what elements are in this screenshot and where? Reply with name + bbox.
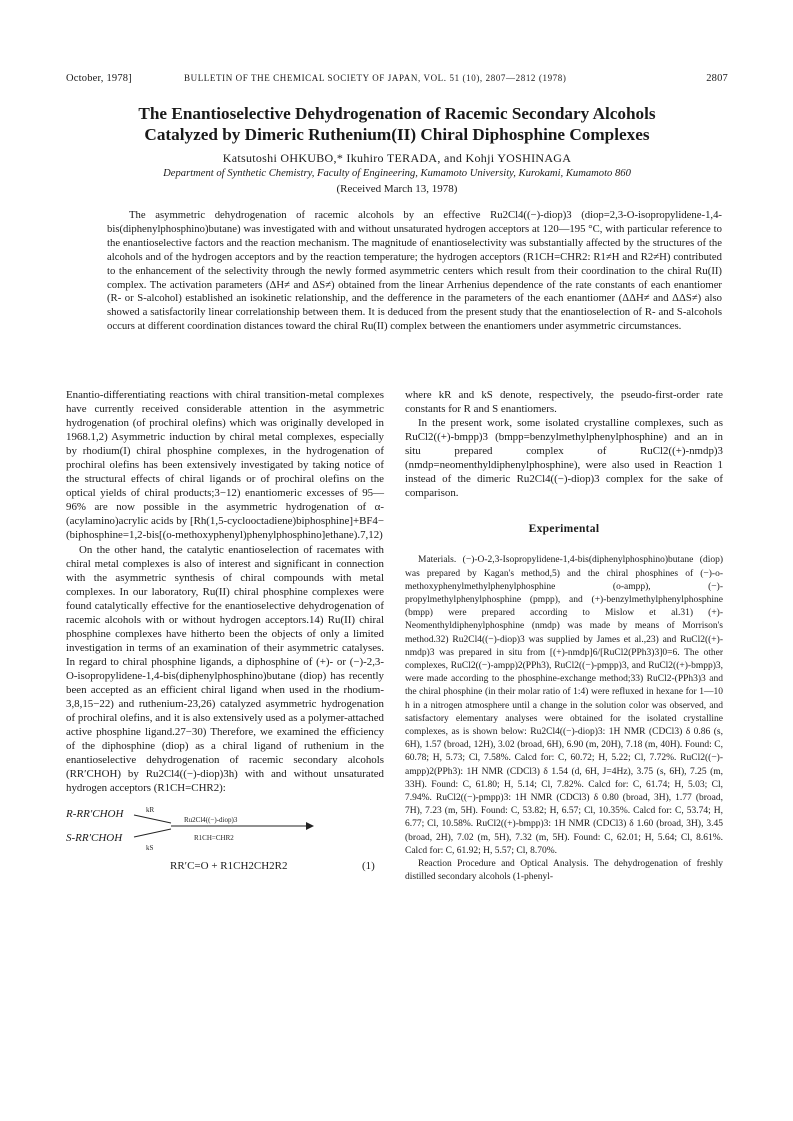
title-line-2: Catalyzed by Dimeric Ruthenium(II) Chiral Diphosphine Complexes xyxy=(144,125,650,144)
procedure-paragraph: Reaction Procedure and Optical Analysis. The dehydrogenation of freshly distilled secondary alcohols (1-phenyl- xyxy=(405,859,723,883)
catalyst-label: Ru2Cl4((−)-diop)3 xyxy=(184,816,238,825)
intro-paragraph-1: Enantio-differentiating reactions with chiral transition-metal complexes have currently received considerable attention in the asymmetric hydrogenation (of prochiral olefins) which was originally developed in 1968.1,2) Asymmetric induction by chiral metal complexes, especially by rhodium(I) chiral phosphine complexes, in the hydrogenation of prochiral olefins has been extensively investigated by taking notice of the structural effects of chiral ligands or of prochiral olefins on the optical yields of chiral products;3−12) enantiomeric excesses of 95—96% are now possible in the asymmetric hydrogenation of α-(acylamino)acrylic acids by [Rh(1,5-cyclooctadiene)biphosphine]+BF4− (biphosphine=1,2-bis[(o-methoxyphenyl)phenylphosphino]ethane).7,12) xyxy=(66,389,384,542)
authors: Katsutoshi OHKUBO,* Ikuhiro TERADA, and Kohji YOSHINAGA xyxy=(222,151,572,165)
s-alcohol: S-RR′CHOH xyxy=(66,832,123,845)
section-heading-experimental: Experimental xyxy=(528,523,600,536)
reaction-scheme xyxy=(66,801,384,883)
affiliation: Department of Synthetic Chemistry, Faculty of Engineering, Kumamoto University, Kurokami, Kumamoto 860 xyxy=(163,168,631,179)
equation-number: (1) xyxy=(362,860,375,873)
article-title xyxy=(60,103,734,145)
received-date: (Received March 13, 1978) xyxy=(336,183,458,195)
abstract xyxy=(107,209,722,334)
issue-date: October, 1978] xyxy=(66,73,132,84)
abstract-text: The asymmetric dehydrogenation of racemic alcohols by an effective Ru2Cl4((−)-diop)3 (diop=2,3-O-isopropylidene-1,4-bis(diphenylphosphino)butane) was investigated with and without unsaturated hydrogen acceptors at 120—195 °C, with particular reference to the enantioselective factors and the reaction mechanism. The magnitude of enantioselectivity was substantially affected by the structures of the alcohols and of the hydrogen acceptors and by the reaction temperature; the hydrogen acceptors (R1CH=CHR2: R1≠H and R2≠H) contributed to the enhancement of the selectivity through the newly formed asymmetric centers which result from their coordination to the chiral Ru(II) complex. The activation parameters (ΔH≠ and ΔS≠) obtained from the linear Arrhenius dependence of the rate constants of each enantiomer (R- or S-alcohol) established an isokinetic relationship, and the defference in the parameters of the each enantiomer (ΔΔH≠ and ΔΔS≠) also showed a satisfactorily linear correlationship between them. It is deduced from the present study that the enantioselection of R- and S-alcohols occurs at different coordination distances toward the chiral Ru(II) complex between the enantiomers under asymmetric circumstances. xyxy=(107,209,722,333)
running-header xyxy=(66,73,728,89)
acceptor-label: R1CH=CHR2 xyxy=(194,834,234,843)
journal-citation: BULLETIN OF THE CHEMICAL SOCIETY OF JAPAN, VOL. 51 (10), 2807—2812 (1978) xyxy=(184,73,567,83)
r-alcohol: R-RR′CHOH xyxy=(66,808,124,821)
rate-constant-s: kS xyxy=(146,844,154,853)
rate-constant-r: kR xyxy=(146,806,155,815)
rate-definition: where kR and kS denote, respectively, the pseudo-first-order rate constants for R and S enantiomers. xyxy=(405,389,723,416)
intro-paragraph-2: On the other hand, the catalytic enantioselection of racemates with chiral metal complexes is also of interest and significant in connection with the asymmetric synthesis of chiral compounds with metal complexes. In our laboratory, Ru(II) chiral phosphine complexes were found catalytically effective for the enantioselective dehydrogenation of racemic alcohols with or without hydrogen acceptors.14) Ru(II) chiral phosphine complexes have hitherto been the objects of only a limited investigation in terms of an examination of their asymmetric catalyses. In regard to chiral phosphine ligands, a diphosphine of (+)- or (−)-2,3-O-isopropylidene-1,4-bis(diphenylphosphino)butane (diop) has recently been accepted as an efficient chiral ligand when used in the rhodium-3,8,15−22) and ruthenium-23,26) catalyzed asymmetric hydrogenation of prochiral olefins, and it is also extensively used as a polymer-attached active phosphine ligand.27−30) Therefore, we examined the efficiency of the diphosphine (diop) as a chiral ligand of ruthenium in the enantioselective dehydrogenation of racemic secondary alcohols (RR′CHOH) by Ru2Cl4((−)-diop)3h) with and without unsaturated hydrogen acceptors (R1CH=CHR2): xyxy=(66,543,384,795)
page-number: 2807 xyxy=(706,73,728,84)
reaction-product: RR′C=O + R1CH2CH2R2 xyxy=(170,860,288,873)
title-line-1: The Enantioselective Dehydrogenation of Racemic Secondary Alcohols xyxy=(138,104,656,123)
materials-paragraph: Materials. (−)-O-2,3-Isopropylidene-1,4-bis(diphenylphosphino)butane (diop) was prepared by Kagan's method,5) and the chiral phosphines of (−)-o-methoxyphenylmethylphenylphosphine (o-ampp), (−)-propylmethylphenylphosphine (pmpp), and (+)-benzylmethylphenylphosphine (bmpp) were prepared according to Mislow et al.31) (+)-Neomenthyldiphenylphosphine (nmdp) was made by means of Morrison's method.32) Ru2Cl4((−)-diop)3 was supplied by James et al.,23) and RuCl2((+)-nmdp)3 was prepared in situ from [(+)-nmdp]6/[RuCl2(PPh3)3]0=6. The other complexes, RuCl2((−)-ampp)2(PPh3), RuCl2((−)-pmpp)3, and RuCl2((+)-bmpp)3, were made according to the phosphine-exchange method;33) RuCl2-(PPh3)3 and the chiral phosphine (in their molar ratio of 1:4) were refluxed in hexane for 1—10 h in a nitrogen atmosphere until a change in the solution color was observed, and satisfactory elementary analyses were obtained for the isolated crystalline complexes, as is shown below: Ru2Cl4((−)-diop)3: 1H NMR (CDCl3) δ 0.86 (s, 6H), 1.57 (broad, 12H), 3.02 (broad, 6H), 6.90 (m, 20H), 7.18 (m, 40H). Found: C, 60.78; H, 5.73; Cl, 7.58%. Calcd for: C, 60.72; H, 5.22; Cl, 7.72%. RuCl2((−)-ampp)2(PPh3): 1H NMR (CDCl3) δ 1.54 (d, 6H, J=4Hz), 3.75 (s, 6H), 7.25 (m, 33H). Found: C, 61.80; H, 5.14; Cl, 7.82%. Calcd for: C, 61.74; H, 5.03; Cl, 7.94%. RuCl2((−)-pmpp)3: 1H NMR (CDCl3) δ 0.80 (broad, 3H), 1.77 (broad, 7H), 7.23 (m, 5H). Found: C, 53.82; H, 6.57; Cl, 10.35%. Calcd for: C, 53.74; H, 6.77; Cl, 10.58%. RuCl2((+)-bmpp)3: 1H NMR (CDCl3) δ 1.60 (broad, 3H), 3.45 (broad, 2H), 7.02 (m, 5H), 7.32 (m, 5H). Found: C, 62.01; H, 5.64; Cl, 8.61%. Calcd for: C, 61.92; H, 5.57; Cl, 8.70%. xyxy=(405,555,723,856)
right-column xyxy=(405,388,723,885)
intro-paragraph-3: In the present work, some isolated crystalline complexes, such as RuCl2((+)-bmpp)3 (bmpp=benzylmethylphenylphosphine) and an in situ prepared complex of RuCl2((+)-nmdp)3 (nmdp=neomenthyldiphenylphosphine), were also used in Reaction 1 instead of the dimeric Ru2Cl4((−)-diop)3 complex for the sake of comparison. xyxy=(405,417,723,500)
left-column xyxy=(66,388,384,883)
